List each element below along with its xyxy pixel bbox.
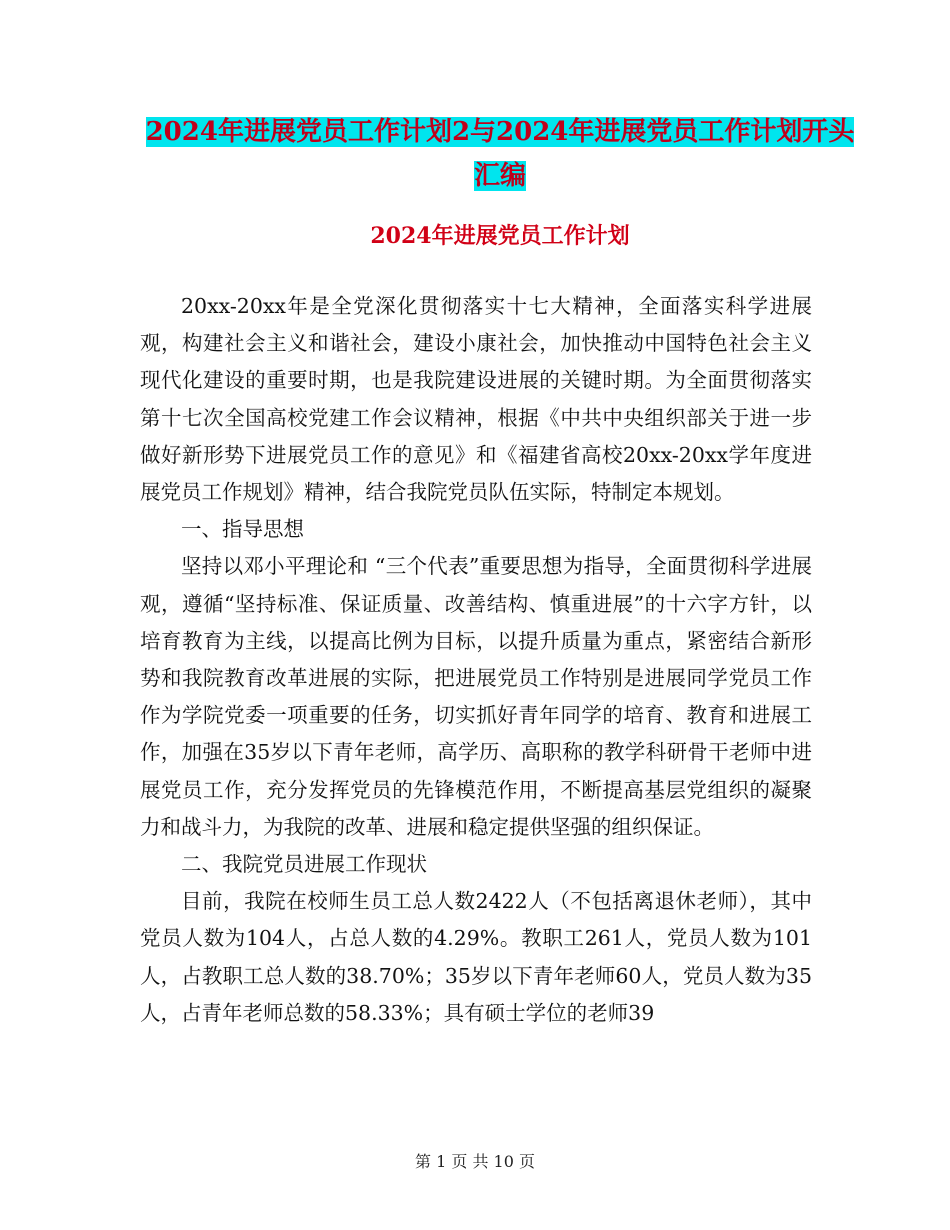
document-title-text: 2024年进展党员工作计划2与2024年进展党员工作计划开头汇编 (145, 117, 855, 191)
paragraph-guiding-ideology: 坚持以邓小平理论和 “三个代表”重要思想为指导，全面贯彻科学进展观，遵循“坚持标准、保证质量、改善结构、慎重进展”的十六字方针，以培育教育为主线，以提高比例为目标，以提升质量为重点，紧密结合新形势和我院教育改革进展的实际，把进展党员工作特别是进展同学党员工作作为学院党委一项重要的任务，切实抓好青年同学的培育、教育和进展工作，加强在35岁以下青年老师，高学历、高职称的教学科研骨干老师中进展党员工作，充分发挥党员的先锋模范作用，不断提高基层党组织的凝聚力和战斗力，为我院的改革、进展和稳定提供坚强的组织保证。 (140, 554, 812, 839)
page-footer: 第 1 页 共 10 页 (415, 1152, 535, 1171)
paragraph-intro: 20xx-20xx年是全党深化贯彻落实十七大精神，全面落实科学进展观，构建社会主义和谐社会，建设小康社会，加快推动中国特色社会主义现代化建设的重要时期，也是我院建设进展的关键时期。为全面贯彻落实第十七次全国高校党建工作会议精神，根据《中共中央组织部关于进一步做好新形势下进展党员工作的意见》和《福建省高校20xx-20xx学年度进展党员工作规划》精神，结合我院党员队伍实际，特制定本规划。 (140, 294, 812, 505)
section-heading: 2024年进展党员工作计划 (370, 223, 630, 249)
heading-current-status: 二、我院党员进展工作现状 (181, 852, 427, 877)
document-title (140, 110, 860, 198)
document-body (140, 288, 812, 1032)
paragraph-current-status: 目前，我院在校师生员工总人数2422人（不包括离退休老师），其中党员人数为104人，占总人数的4.29%。教职工261人，党员人数为101人，占教职工总人数的38.70%；35岁以下青年老师60人，党员人数为35人，占青年老师总数的58.33%；具有硕士学位的老师39 (140, 889, 812, 1025)
heading-guiding-ideology: 一、指导思想 (181, 517, 304, 542)
